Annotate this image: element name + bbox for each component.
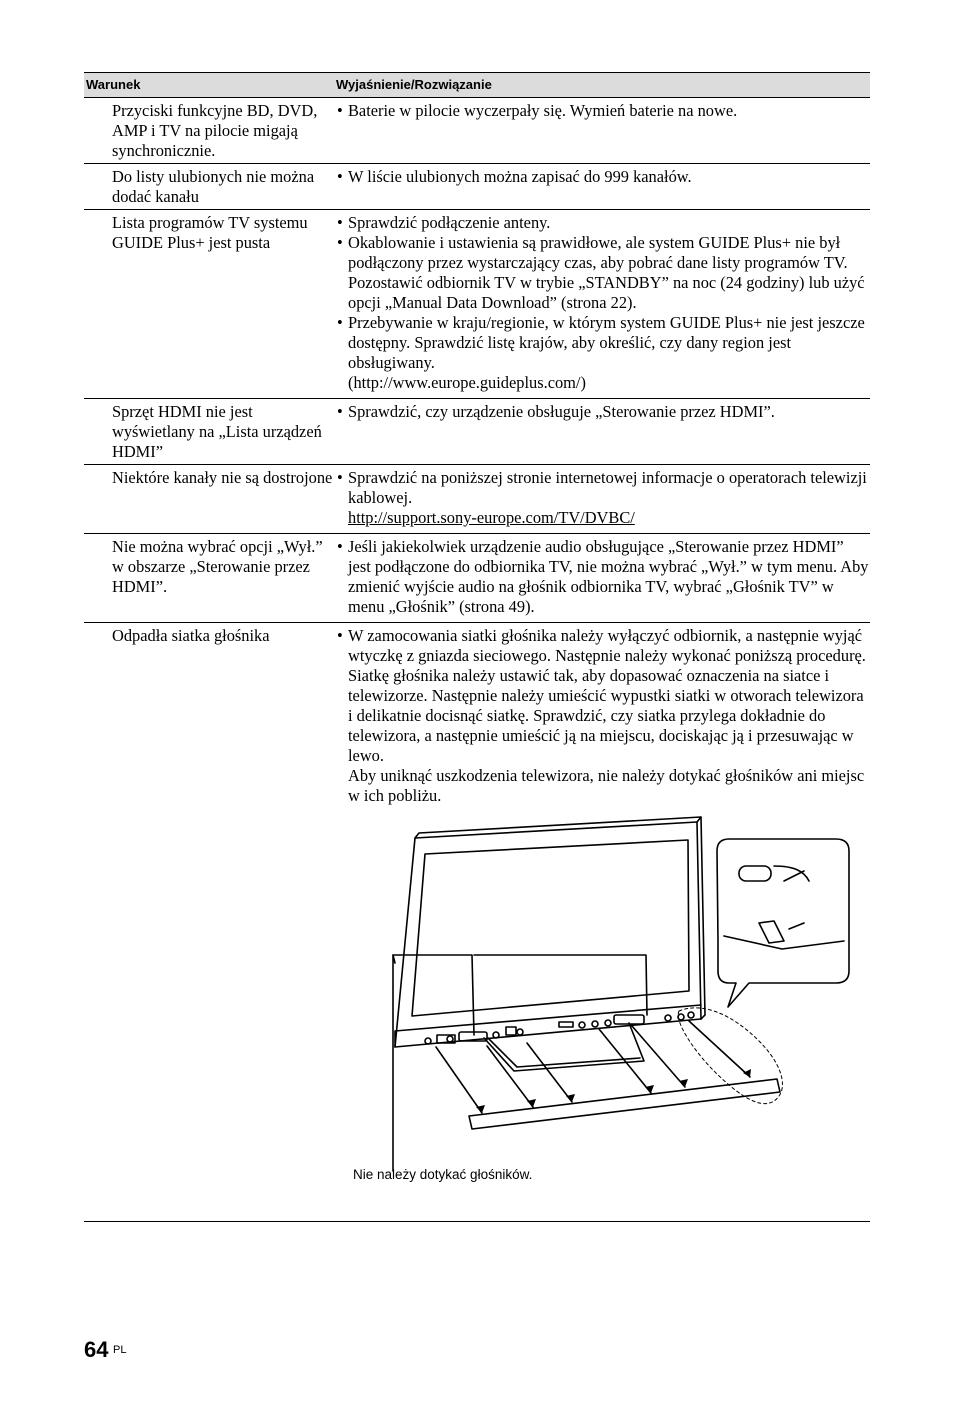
- solution-bullet: • Sprawdzić, czy urządzenie obsługuje „Sterowanie przez HDMI”.: [336, 402, 870, 422]
- tv-speaker-grille-illustration: [84, 811, 870, 1221]
- page-number: 64: [84, 1337, 109, 1362]
- condition-text: Przyciski funkcyjne BD, DVD, AMP i TV na pilocie migają synchronicznie.: [112, 101, 318, 160]
- solution-bullet: • W liście ulubionych można zapisać do 999 kanałów.: [336, 167, 870, 187]
- solution-cell: [336, 399, 870, 464]
- condition-text: Sprzęt HDMI nie jest wyświetlany na „Lista urządzeń HDMI”: [112, 402, 322, 461]
- condition-text: Niektóre kanały nie są dostrojone: [112, 468, 333, 487]
- figure-caption: Nie należy dotykać głośników.: [353, 1167, 533, 1182]
- troubleshooting-table: [84, 72, 870, 1222]
- table-row: [84, 164, 870, 210]
- solution-cell: [336, 534, 870, 622]
- solution-bullet: • Jeśli jakiekolwiek urządzenie audio obsługujące „Sterowanie przez HDMI” jest podłączone do odbiornika TV, nie można wybrać „Wył.” w tym menu. Aby zmienić wyjście audio na głośnik odbiornika TV, wybrać „Głośnik TV” w menu „Głośnik” (strona 49).: [336, 537, 870, 617]
- solution-bullet: • Okablowanie i ustawienia są prawidłowe, ale system GUIDE Plus+ nie był podłączony przez wystarczający czas, aby pobrać dane listy programów TV. Pozostawić odbiornik TV w trybie „STANDBY” na noc (24 godziny) lub użyć opcji „Manual Data Download” (strona 22).: [336, 233, 870, 313]
- language-code: PL: [113, 1344, 127, 1356]
- solution-bullet: • Sprawdzić na poniższej stronie internetowej informacje o operatorach telewizji kablowej.: [336, 468, 870, 508]
- solution-cell: [336, 98, 870, 163]
- solution-bullet: • Sprawdzić podłączenie anteny.: [336, 213, 870, 233]
- table-row: [84, 623, 870, 1222]
- table-row: [84, 465, 870, 534]
- speaker-grille-figure: [84, 811, 870, 1221]
- table-header: [84, 72, 870, 98]
- table-row: [84, 98, 870, 164]
- table-row: [84, 210, 870, 399]
- solution-paragraph: Siatkę głośnika należy ustawić tak, aby dopasować oznaczenia na siatce i telewizorze. Następnie należy umieścić wypustki siatki w otworach telewizora i delikatnie docisnąć siatkę. Sprawdzić, czy siatka przylega dokładnie do telewizora, a następnie umieścić ją na miejscu, dociskając ją i przesuwając w lewo.: [348, 666, 864, 765]
- header-condition: Warunek: [86, 77, 141, 92]
- header-solution: Wyjaśnienie/Rozwiązanie: [336, 77, 492, 92]
- solution-bullet: • Baterie w pilocie wyczerpały się. Wymień baterie na nowe.: [336, 101, 870, 121]
- solution-bullet: • W zamocowania siatki głośnika należy wyłączyć odbiornik, a następnie wyjąć wtyczkę z gniazda sieciowego. Następnie należy wykonać poniższą procedurę.: [336, 626, 870, 666]
- sony-support-link[interactable]: http://support.sony-europe.com/TV/DVBC/: [348, 508, 635, 527]
- solution-cell: [336, 465, 870, 533]
- condition-text: Do listy ulubionych nie można dodać kanału: [112, 167, 315, 206]
- table-row: [84, 399, 870, 465]
- condition-text: Odpadła siatka głośnika: [112, 626, 270, 645]
- condition-text: Nie można wybrać opcji „Wył.” w obszarze „Sterowanie przez HDMI”.: [112, 537, 323, 596]
- solution-paragraph: Aby uniknąć uszkodzenia telewizora, nie należy dotykać głośników ani miejsc w ich pobliżu.: [348, 766, 865, 805]
- guideplus-url: (http://www.europe.guideplus.com/): [348, 373, 586, 392]
- solution-bullet: • Przebywanie w kraju/regionie, w którym system GUIDE Plus+ nie jest jeszcze dostępny. Sprawdzić listę krajów, aby określić, czy dany region jest obsługiwany.: [336, 313, 870, 373]
- solution-cell: [336, 164, 870, 209]
- condition-text: Lista programów TV systemu GUIDE Plus+ jest pusta: [112, 213, 308, 252]
- solution-cell: [336, 210, 870, 398]
- solution-cell: [336, 623, 870, 811]
- table-row: [84, 534, 870, 623]
